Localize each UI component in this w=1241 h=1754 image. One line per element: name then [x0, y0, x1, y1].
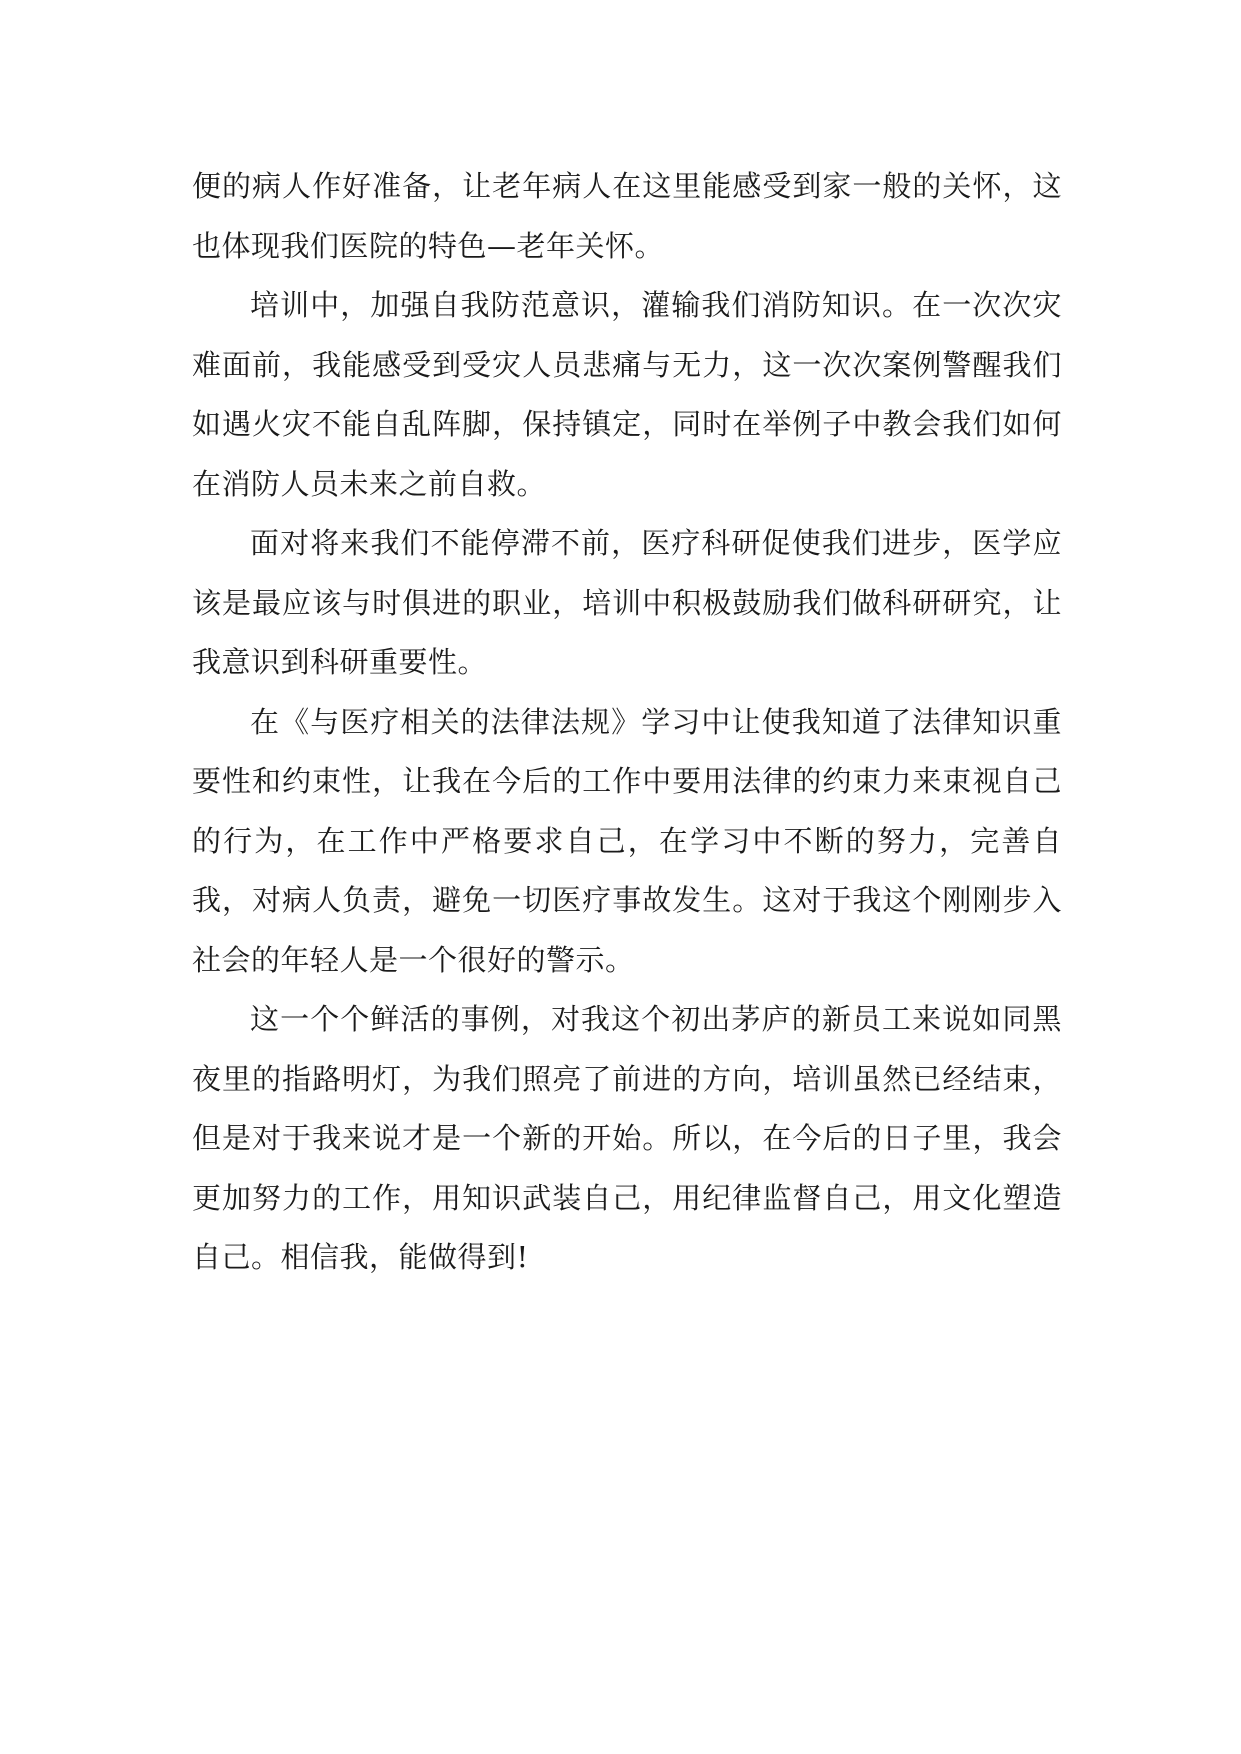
document-body	[192, 157, 1062, 1288]
paragraph-continued: 便的病人作好准备，让老年病人在这里能感受到家一般的关怀，这也体现我们医院的特色—老年关怀。	[192, 169, 1062, 263]
paragraph-research: 面对将来我们不能停滞不前，医疗科研促使我们进步，医学应该是最应该与时俱进的职业，培训中积极鼓励我们做科研研究，让我意识到科研重要性。	[192, 526, 1062, 679]
paragraph-conclusion: 这一个个鲜活的事例，对我这个初出茅庐的新员工来说如同黑夜里的指路明灯，为我们照亮了前进的方向，培训虽然已经结束，但是对于我来说才是一个新的开始。所以，在今后的日子里，我会更加努力的工作，用知识武装自己，用纪律监督自己，用文化塑造自己。相信我，能做得到!	[192, 1002, 1062, 1274]
paragraph-fire-safety: 培训中，加强自我防范意识，灌输我们消防知识。在一次次灾难面前，我能感受到受灾人员悲痛与无力，这一次次案例警醒我们如遇火灾不能自乱阵脚，保持镇定，同时在举例子中教会我们如何在消防人员未来之前自救。	[192, 288, 1062, 501]
paragraph-law: 在《与医疗相关的法律法规》学习中让使我知道了法律知识重要性和约束性，让我在今后的工作中要用法律的约束力来束视自己的行为，在工作中严格要求自己，在学习中不断的努力，完善自我，对病人负责，避免一切医疗事故发生。这对于我这个刚刚步入社会的年轻人是一个很好的警示。	[192, 704, 1062, 977]
